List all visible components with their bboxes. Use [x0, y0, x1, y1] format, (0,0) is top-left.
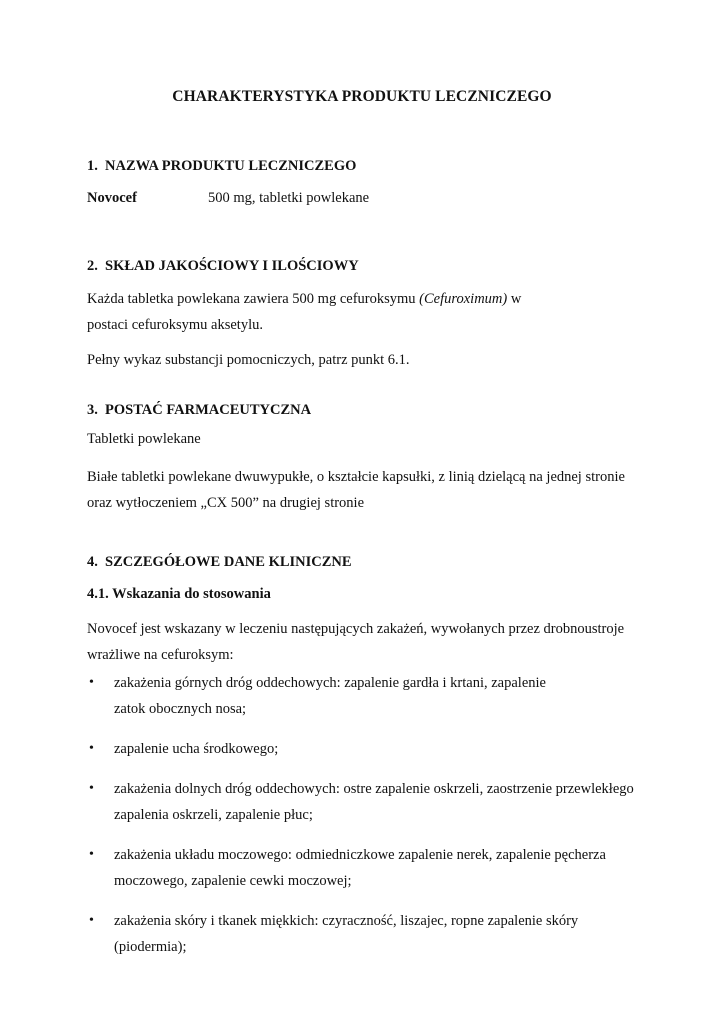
excipients-paragraph: Pełny wykaz substancji pomocniczych, patrz punkt 6.1.: [87, 352, 410, 368]
section-number: 3.: [87, 402, 98, 418]
list-item-text: zakażenia górnych dróg oddechowych: zapalenie gardła i krtani, zapalenie zatok obocznych nosa;: [114, 675, 546, 717]
list-item-text: zakażenia układu moczowego: odmiedniczkowe zapalenie nerek, zapalenie pęcherza moczowego, zapalenie cewki moczowej;: [114, 847, 606, 889]
list-item: [87, 776, 647, 828]
latin-name: (Cefuroximum): [419, 291, 508, 307]
section-number: 2.: [87, 258, 98, 274]
section-title: NAZWA PRODUKTU LECZNICZEGO: [105, 158, 357, 174]
bullet-icon: •: [89, 913, 94, 928]
product-name: Novocef: [87, 190, 137, 206]
section-number: 4.: [87, 554, 98, 570]
section-number: 1.: [87, 158, 98, 174]
list-item-text: zakażenia dolnych dróg oddechowych: ostre zapalenie oskrzeli, zaostrzenie przewlekłego zapalenia oskrzeli, zapalenie płuc;: [114, 781, 634, 823]
composition-paragraph: [87, 286, 557, 338]
composition-text-start: Każda tabletka powlekana zawiera 500 mg cefuroksymu: [87, 291, 420, 307]
section-title: POSTAĆ FARMACEUTYCZNA: [105, 402, 312, 418]
bullet-icon: •: [89, 781, 94, 796]
list-item: [87, 908, 647, 960]
bullet-icon: •: [89, 847, 94, 862]
bullet-icon: •: [89, 741, 94, 756]
indications-intro: Novocef jest wskazany w leczeniu następujących zakażeń, wywołanych przez drobnoustroje wrażliwe na cefuroksym:: [87, 621, 625, 663]
section-3-heading: [87, 402, 311, 419]
document-title: CHARAKTERYSTYKA PRODUKTU LECZNICZEGO: [172, 88, 552, 105]
list-item: [87, 842, 647, 894]
bullet-icon: •: [89, 675, 94, 690]
product-description: 500 mg, tabletki powlekane: [208, 190, 370, 206]
list-item-text: zapalenie ucha środkowego;: [114, 741, 279, 757]
form-paragraph: Tabletki powlekane: [87, 431, 201, 447]
composition-text-end: w postaci cefuroksymu aksetylu.: [87, 291, 522, 333]
product-name-line: [87, 190, 369, 207]
subsection-heading: 4.1. Wskazania do stosowania: [87, 586, 271, 602]
section-1-heading: [87, 158, 356, 175]
section-title: SKŁAD JAKOŚCIOWY I ILOŚCIOWY: [105, 258, 359, 274]
section-4-heading: [87, 554, 352, 571]
list-item: [87, 736, 647, 762]
indications-list: [87, 670, 647, 974]
section-title: SZCZEGÓŁOWE DANE KLINICZNE: [105, 554, 352, 570]
list-item: [87, 670, 647, 722]
section-2-heading: [87, 258, 359, 275]
appearance-paragraph: Białe tabletki powlekane dwuwypukłe, o kształcie kapsułki, z linią dzielącą na jednej stronie oraz wytłoczeniem „CX 500” na drugiej stronie: [87, 469, 625, 511]
list-item-text: zakażenia skóry i tkanek miękkich: czyraczność, liszajec, ropne zapalenie skóry (piodermia);: [114, 913, 579, 955]
